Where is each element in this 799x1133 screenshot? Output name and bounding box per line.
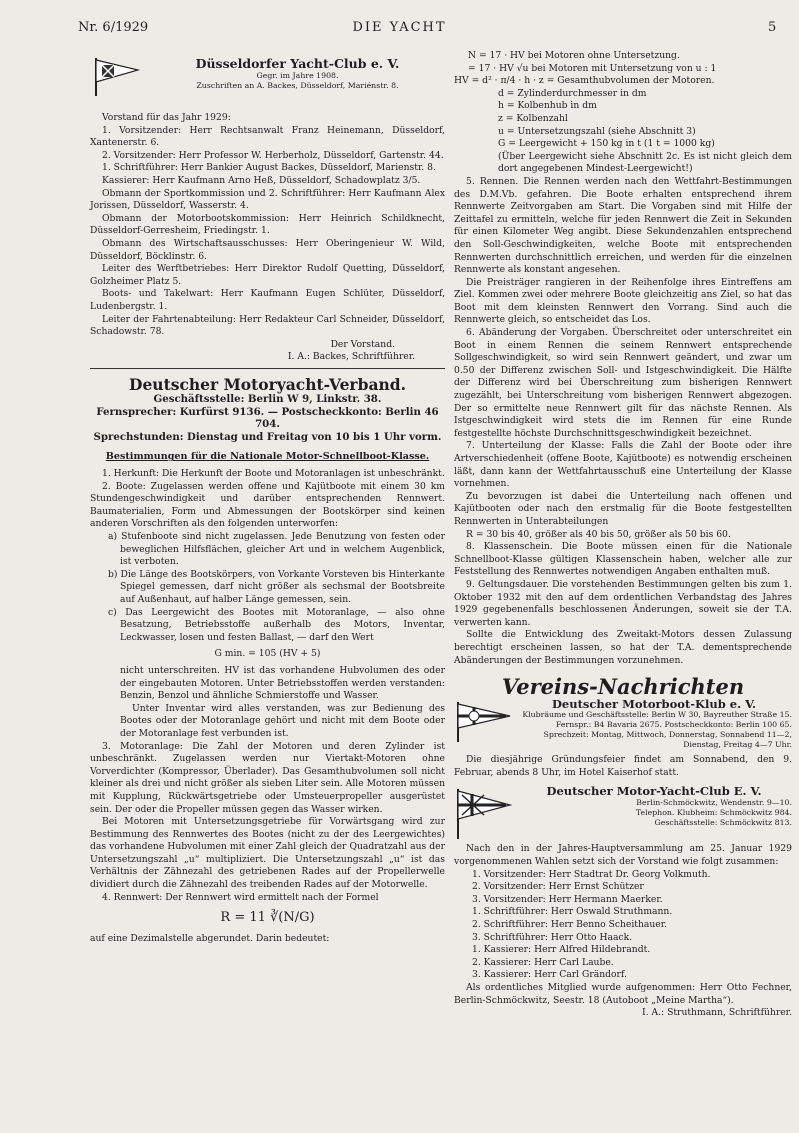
club-pennant-icon [454,785,512,841]
dmv-phone: Fernsprecher: Kurfürst 9136. — Postscheckkonto: Berlin 46 704. [96,405,439,431]
rule-paragraph: Zu bevorzugen ist dabei die Unterteilung nach offenen und Kajütbooten oder nach den erstmalig für die Boote festgestellten Rennwerten in Unterabteilungen [454,490,792,527]
board-line: 1. Vorsitzender: Herr Rechtsanwalt Franz Heinemann, Düsseldorf, Xantenerstr. 6. [90,124,445,149]
rule-paragraph: 1. Herkunft: Die Herkunft der Boote und Motoranlagen ist unbeschränkt. [102,468,445,480]
rule-paragraph: 3. Motoranlage: Die Zahl der Motoren und deren Zylinder ist unbeschränkt. Zugelassen werden nur Viertakt-Motoren ohne Vorverdichter (Kompressor, Überlader). Das Gesamthubvolumen soll nicht kleiner als drei und nicht größer als sieben Liter sein. Alle Motoren müssen mit Kupplung, Rückwärtsgetriebe oder Umsteuerpropeller ausgerüstet sein. Der oder die Propeller müssen gegen das Wasser wirken. [90,740,445,815]
club2-name: Deutscher Motorboot-Klub e. V. [551,696,757,711]
legend-line: u = Untersetzungszahl (siehe Abschnitt 3) [498,125,696,137]
rule-paragraph: nicht unterschreiten. HV ist das vorhandene Hubvolumen des oder der eingebauten Motoren. Unter Betriebsstoffen werden verstanden: Benzin, Benzol und ähnliche Schmierstoffe und Wasser. [120,664,445,702]
board-line: Obmann des Wirtschaftsausschusses: Herr Oberingenieur W. Wild, Düsseldorf, Böcklinstr. 6. [90,237,445,262]
club1-signature: I. A.: Backes, Schriftführer. [287,351,415,363]
issue-number: Nr. 6/1929 [78,20,149,35]
club1-address: Zuschriften an A. Backes, Düsseldorf, Mariénstr. 8. [196,80,399,90]
rules-section-title: Bestimmungen für die Nationale Motor-Schnellboot-Klasse. [105,451,430,463]
board-line: Kassierer: Herr Kaufmann Arno Heß, Düsseldorf, Schadowplatz 3/5. [102,174,421,186]
board-line: Vorstand für das Jahr 1929: [102,112,231,123]
club3-intro: Nach den in der Jahres-Hauptversammlung am 25. Januar 1929 vorgenommenen Wahlen setzt sich der Vorstand wie folgt zusammen: [454,843,792,868]
legend-line: z = Kolbenzahl [498,112,568,124]
rule-item-a: a) Stufenboote sind nicht zugelassen. Jede Benutzung von festen oder beweglichen Hilfsflächen, gleicher Art und in welchem Augenblick, ist verboten. [108,531,445,568]
club2-info: Klubräume und Geschäftsstelle: Berlin W 30, Bayreuther Straße 15. Fernspr.: B4 Bavaria 2675. Postscheckkonto: Berlin 100 65. Sprechzeit: Montag, Mittwoch, Donnerstag, Sonnabend 11—2, Dienstag, Freitag 4—7 Uhr. [522,710,792,750]
formula-rennwert: R = 11 ∛(N/G) [220,910,315,926]
dmv-office: Geschäftsstelle: Berlin W 9, Linkstr. 38. [153,393,382,406]
rule-paragraph: 8. Klassenschein. Die Boote müssen einen für die Nationale Schnellboot-Klasse gültigen Klassenschein haben, welcher alle zur Feststellung des Rennwertes notwendigen Angaben enthalten muß. [454,541,792,578]
magazine-title: DIE YACHT [352,20,447,35]
formula-line: HV = d² · π/4 · h · z = Gesamthubvolumen der Motoren. [454,75,715,87]
member-line: 3. Kassierer: Herr Carl Grändorf. [472,969,627,981]
club3-office: Geschäftsstelle: Schmöckwitz 813. [654,818,792,828]
club2-news: Die diesjährige Gründungsfeier findet am Sonnabend, den 9. Februar, abends 8 Uhr, im Hotel Kaiserhof statt. [454,754,792,778]
board-line: Leiter der Fahrtenabteilung: Herr Redakteur Carl Schneider, Düsseldorf, Schadowstr. 78. [90,313,445,338]
member-line: 3. Vorsitzender: Herr Hermann Maerker. [472,893,663,905]
formula-line: N = 17 · HV bei Motoren ohne Untersetzung. [468,50,680,61]
club3-header [454,785,792,839]
board-line: Leiter des Werftbetriebes: Herr Direktor Rudolf Quetting, Düsseldorf, Golzheimer Platz 5. [90,263,445,287]
member-line: 1. Kassierer: Herr Alfred Hildebrandt. [472,944,651,956]
club3-closing: Als ordentliches Mitglied wurde aufgenommen: Herr Otto Fechner, Berlin-Schmöckwitz, Seestr. 18 (Autoboot „Meine Martha“). [454,982,792,1006]
club1-header [90,52,445,100]
rule-paragraph: 4. Rennwert: Der Rennwert wird ermittelt nach der Formel [102,891,379,903]
club3-address: Berlin-Schmöckwitz, Wendenstr. 9—10. [636,798,792,808]
legend-line: d = Zylinderdurchmesser in dm [498,87,647,99]
legend-line: h = Kolbenhub in dm [498,100,597,112]
board-line: 2. Vorsitzender: Herr Professor W. Herberholz, Düsseldorf, Gartenstr. 44. [102,149,444,161]
rule-paragraph: 5. Rennen. Die Rennen werden nach den Wettfahrt-Bestimmungen des D.M.Vb. gefahren. Die Boote erhalten entsprechend ihrem Rennwerte Zeitvorgaben am Start. Die Vorgaben sind mit Hilfe der Zeittafel zu ermitteln, welche für jeden Rennwert die Zeit in Sekunden für einen Kilometer Weg angibt. Diese Sekundenzahlen entsprechend den Soll-Geschwindigkeiten, welche Boote mit entsprechenden Rennwerten durchschnittlich erreichen, und werden für die einzelnen Rennwerte als konstant angesehen. [454,175,792,276]
formula-gmin: G min. = 105 (HV + 5) [214,648,321,660]
member-line: 3. Schriftführer: Herr Otto Haack. [472,931,633,943]
rule-paragraph: auf eine Dezimalstelle abgerundet. Darin bedeutet: [90,932,330,944]
rule-paragraph: 2. Boote: Zugelassen werden offene und Kajütboote mit einem 30 km Stundengeschwindigkeit und darüber entsprechenden Rennwert. Baumaterialien, Form und Abmessungen der Bootskörper sind keinen anderen Vorschriften als den folgenden unterworfen: [90,480,445,530]
rule-item-b: b) Die Länge des Bootskörpers, von Vorkante Vorsteven bis Hinterkante Spiegel gemessen, darf nicht größer als sechsmal der Bootsbreite auf Außenhaut, auf halber Länge gemessen, sein. [108,568,445,605]
member-line: 2. Schriftführer: Herr Benno Scheithauer. [472,919,668,931]
formula-legend [454,88,792,176]
rule-paragraph: 7. Unterteilung der Klasse: Falls die Zahl der Boote oder ihre Artverschiedenheit (offene Boote, Kajütboote) es notwendig erscheinen läßt, dann kann der Wettfahrtausschuß eine Unterteilung der Klasse vornehmen. [454,440,792,490]
club-pennant-icon [90,52,140,98]
board-line: Obmann der Sportkommission und 2. Schriftführer: Herr Kaufmann Alex Jorissen, Düsseldorf, Wasserstr. 4. [90,187,445,212]
club1-name: Düsseldorfer Yacht-Club e. V. [195,56,400,71]
member-line: 2. Kassierer: Herr Carl Laube. [472,956,614,968]
legend-line: G = Leergewicht + 150 kg in t (1 t = 1000 kg) [498,138,715,150]
board-line: 1. Schriftführer: Herr Bankier August Backes, Düsseldorf, Marienstr. 8. [102,162,436,174]
right-column [454,50,792,1020]
club1-closing: Der Vorstand. [330,338,395,350]
rule-paragraph: 6. Abänderung der Vorgaben. Überschreitet oder unterschreitet ein Boot in einem Rennen die seinem Rennwert entsprechende Sollgeschwindigkeit, so wird sein Rennwert geändert, und zwar um 0.50 der Differenz zwischen Soll- und Istgeschwindigkeit. Die Hälfte der Differenz wird bei Überschreitung zum bisherigen Rennwert zugezählt, bei Unterschreitung vom bisherigen Rennwert abgezogen. Der so ermittelte neue Rennwert gilt für das nächste Rennen. Als Istgeschwindigkeit wird stets die im Rennen für eine Runde festgestellte höchste Durchschnittsgeschwindigkeit bezeichnet. [454,327,792,439]
page-number: 5 [768,20,777,35]
club2-header [454,698,792,751]
club3-phone: Telephon. Klubheim: Schmöckwitz 984. [635,808,792,818]
rule-paragraph: Bei Motoren mit Untersetzungsgetriebe für Vorwärtsgang wird zur Bestimmung des Rennwertes des Bootes (nicht zu der des Leergewichtes) das vorhandene Hubvolumen mit einer Zahl gleich der Quadratzahl aus der Untersetzungszahl „u“ multipliziert. Die Untersetzungszahl „u“ ist das Verhältnis der Zähnezahl des getriebenen Rades auf der Propellerwelle dividiert durch die Zähnezahl des treibenden Rades auf der Motorwelle. [90,816,445,891]
club1-founded: Gegr. im Jahre 1908. [256,70,339,80]
member-line: 1. Schriftführer: Herr Oswald Struthmann. [472,906,673,918]
club3-members [454,869,792,982]
rule-paragraph: Sollte die Entwicklung des Zweitakt-Motors dessen Zulassung berechtigt erscheinen lassen, so hat der T.A. dementsprechende Abänderungen der Bestimmungen vorzunehmen. [454,629,792,666]
rule-paragraph: Unter Inventar wird alles verstanden, was zur Bedienung des Bootes oder der Motoranlage gehört und nicht mit dem Boote oder der Motoranlage fest verbunden ist. [120,702,445,739]
dmv-hours: Sprechstunden: Dienstag und Freitag von 10 bis 1 Uhr vorm. [93,430,442,443]
member-line: 1. Vorsitzender: Herr Stadtrat Dr. Georg Volkmuth. [472,868,711,880]
club3-signature: I. A.: Struthmann, Schriftführer. [642,1007,792,1019]
legend-line: (Über Leergewicht siehe Abschnitt 2c. Es ist nicht gleich dem dort angegebenen Mindest-Leergewicht!) [498,150,792,175]
board-line: Boots- und Takelwart: Herr Kaufmann Eugen Schlüter, Düsseldorf, Ludenbergstr. 1. [90,288,445,312]
divider [90,368,445,369]
board-line: Obmann der Motorbootskommission: Herr Heinrich Schildknecht, Düsseldorf-Gerresheim, Friedingstr. 1. [90,212,445,237]
rule-item-c: c) Das Leergewicht des Bootes mit Motoranlage, — also ohne Besatzung, Betriebsstoffe außerhalb des Motors, Inventar, Leckwasser, losen und festen Ballast, — darf den Wert [108,606,445,643]
left-column [90,52,445,945]
formula-line: = 17 · HV √u bei Motoren mit Untersetzung von u : 1 [468,62,717,74]
rule-paragraph: R = 30 bis 40, größer als 40 bis 50, größer als 50 bis 60. [466,528,731,540]
vereins-nachrichten-title: Vereins-Nachrichten [501,674,745,700]
dmv-title: Deutscher Motoryacht-Verband. [129,374,406,394]
rule-paragraph: Die Preisträger rangieren in der Reihenfolge ihres Eintreffens am Ziel. Kommen zwei oder mehrere Boote gleichzeitig ans Ziel, so hat das Boot mit dem kleinsten Rennwert den Vorrang. Sind auch die Rennwerte gleich, so entscheidet das Los. [454,276,792,326]
club3-name: Deutscher Motor-Yacht-Club E. V. [546,784,762,799]
club-pennant-icon [454,698,512,744]
member-line: 2. Vorsitzender: Herr Ernst Schützer [472,881,644,893]
rule-paragraph: 9. Geltungsdauer. Die vorstehenden Bestimmungen gelten bis zum 1. Oktober 1932 mit den auf dem ordentlichen Verbandstag des Jahres 1929 gegebenenfalls beschlossenen Änderungen, soweit sie der T.A. verwerten kann. [454,578,792,628]
club1-board [90,112,445,364]
